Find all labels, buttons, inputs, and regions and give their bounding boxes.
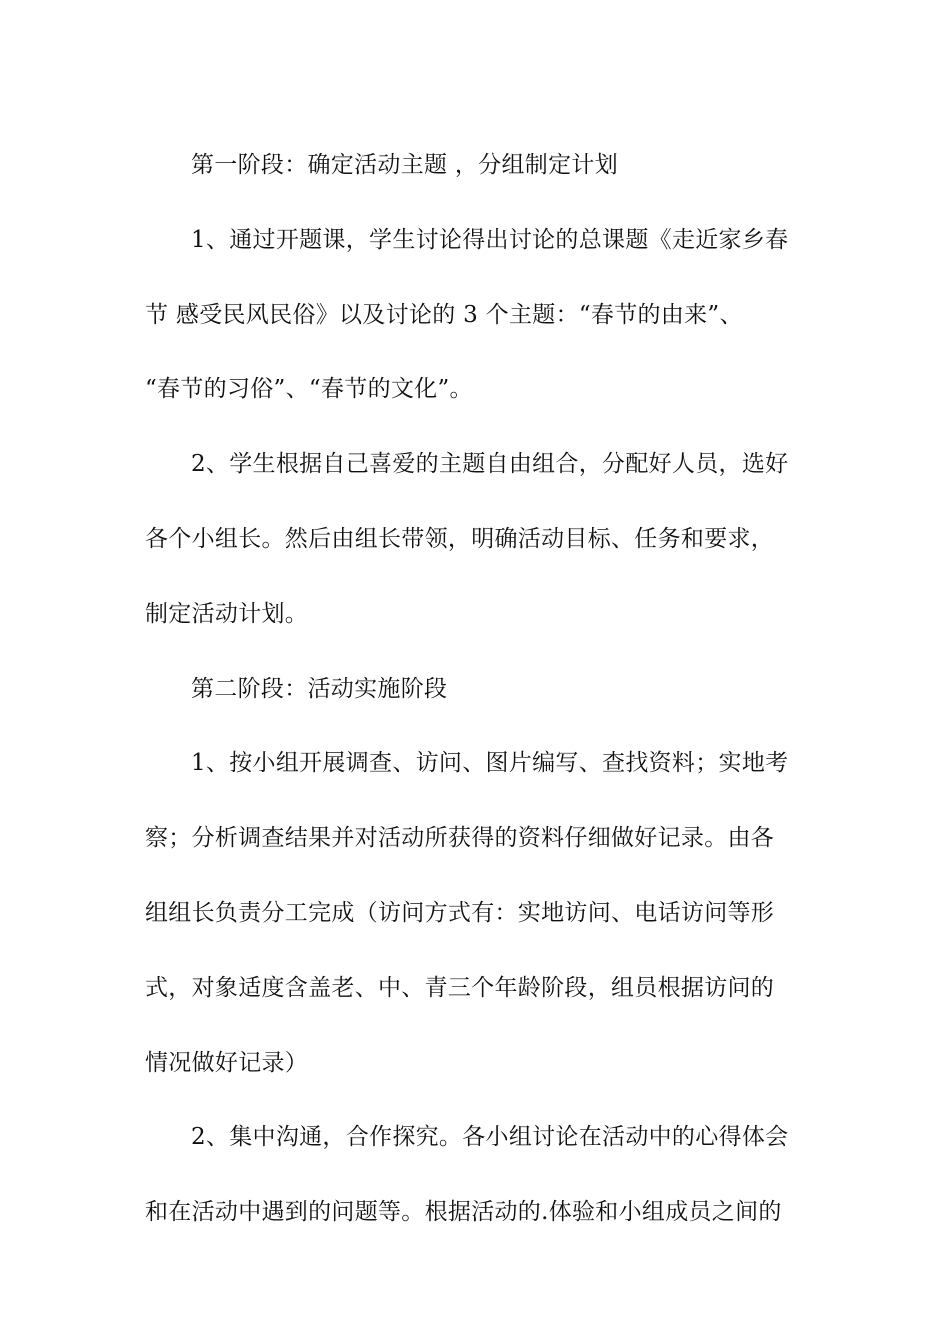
paragraph-line: 2、集中沟通，合作探究。各小组讨论在活动中的心得体会 <box>191 1124 789 1151</box>
paragraph-line: 各个小组长。然后由组长带领，明确活动目标、任务和要求， <box>145 525 775 552</box>
paragraph-line: 式，对象适度含盖老、中、青三个年龄阶段，组员根据访问的 <box>145 974 775 1001</box>
paragraph-line: 1、按小组开展调查、访问、图片编写、查找资料；实地考 <box>191 750 789 777</box>
paragraph-line: 情况做好记录） <box>145 1049 309 1076</box>
paragraph-line: 察；分析调查结果并对活动所获得的资料仔细做好记录。由各 <box>145 825 775 852</box>
paragraph-line: 和在活动中遇到的问题等。根据活动的.体验和小组成员之间的 <box>145 1199 782 1226</box>
paragraph-line: 组组长负责分工完成（访问方式有：实地访问、电话访问等形 <box>145 899 775 926</box>
paragraph-line: 1、通过开题课，学生讨论得出讨论的总课题《走近家乡春 <box>191 226 789 253</box>
paragraph-line: “春节的习俗”、“春节的文化”。 <box>145 376 473 403</box>
document-body <box>145 128 810 1250</box>
paragraph-line: 2、学生根据自己喜爱的主题自由组合，分配好人员，选好 <box>191 451 789 478</box>
stage-two-heading: 第二阶段：活动实施阶段 <box>191 675 448 702</box>
stage-one-heading: 第一阶段：确定活动主题 ，分组制定计划 <box>191 152 619 178</box>
paragraph-line: 制定活动计划。 <box>145 600 309 627</box>
paragraph-line: 节 感受民风民俗》以及讨论的 3 个主题：“春节的由来”、 <box>145 301 743 328</box>
